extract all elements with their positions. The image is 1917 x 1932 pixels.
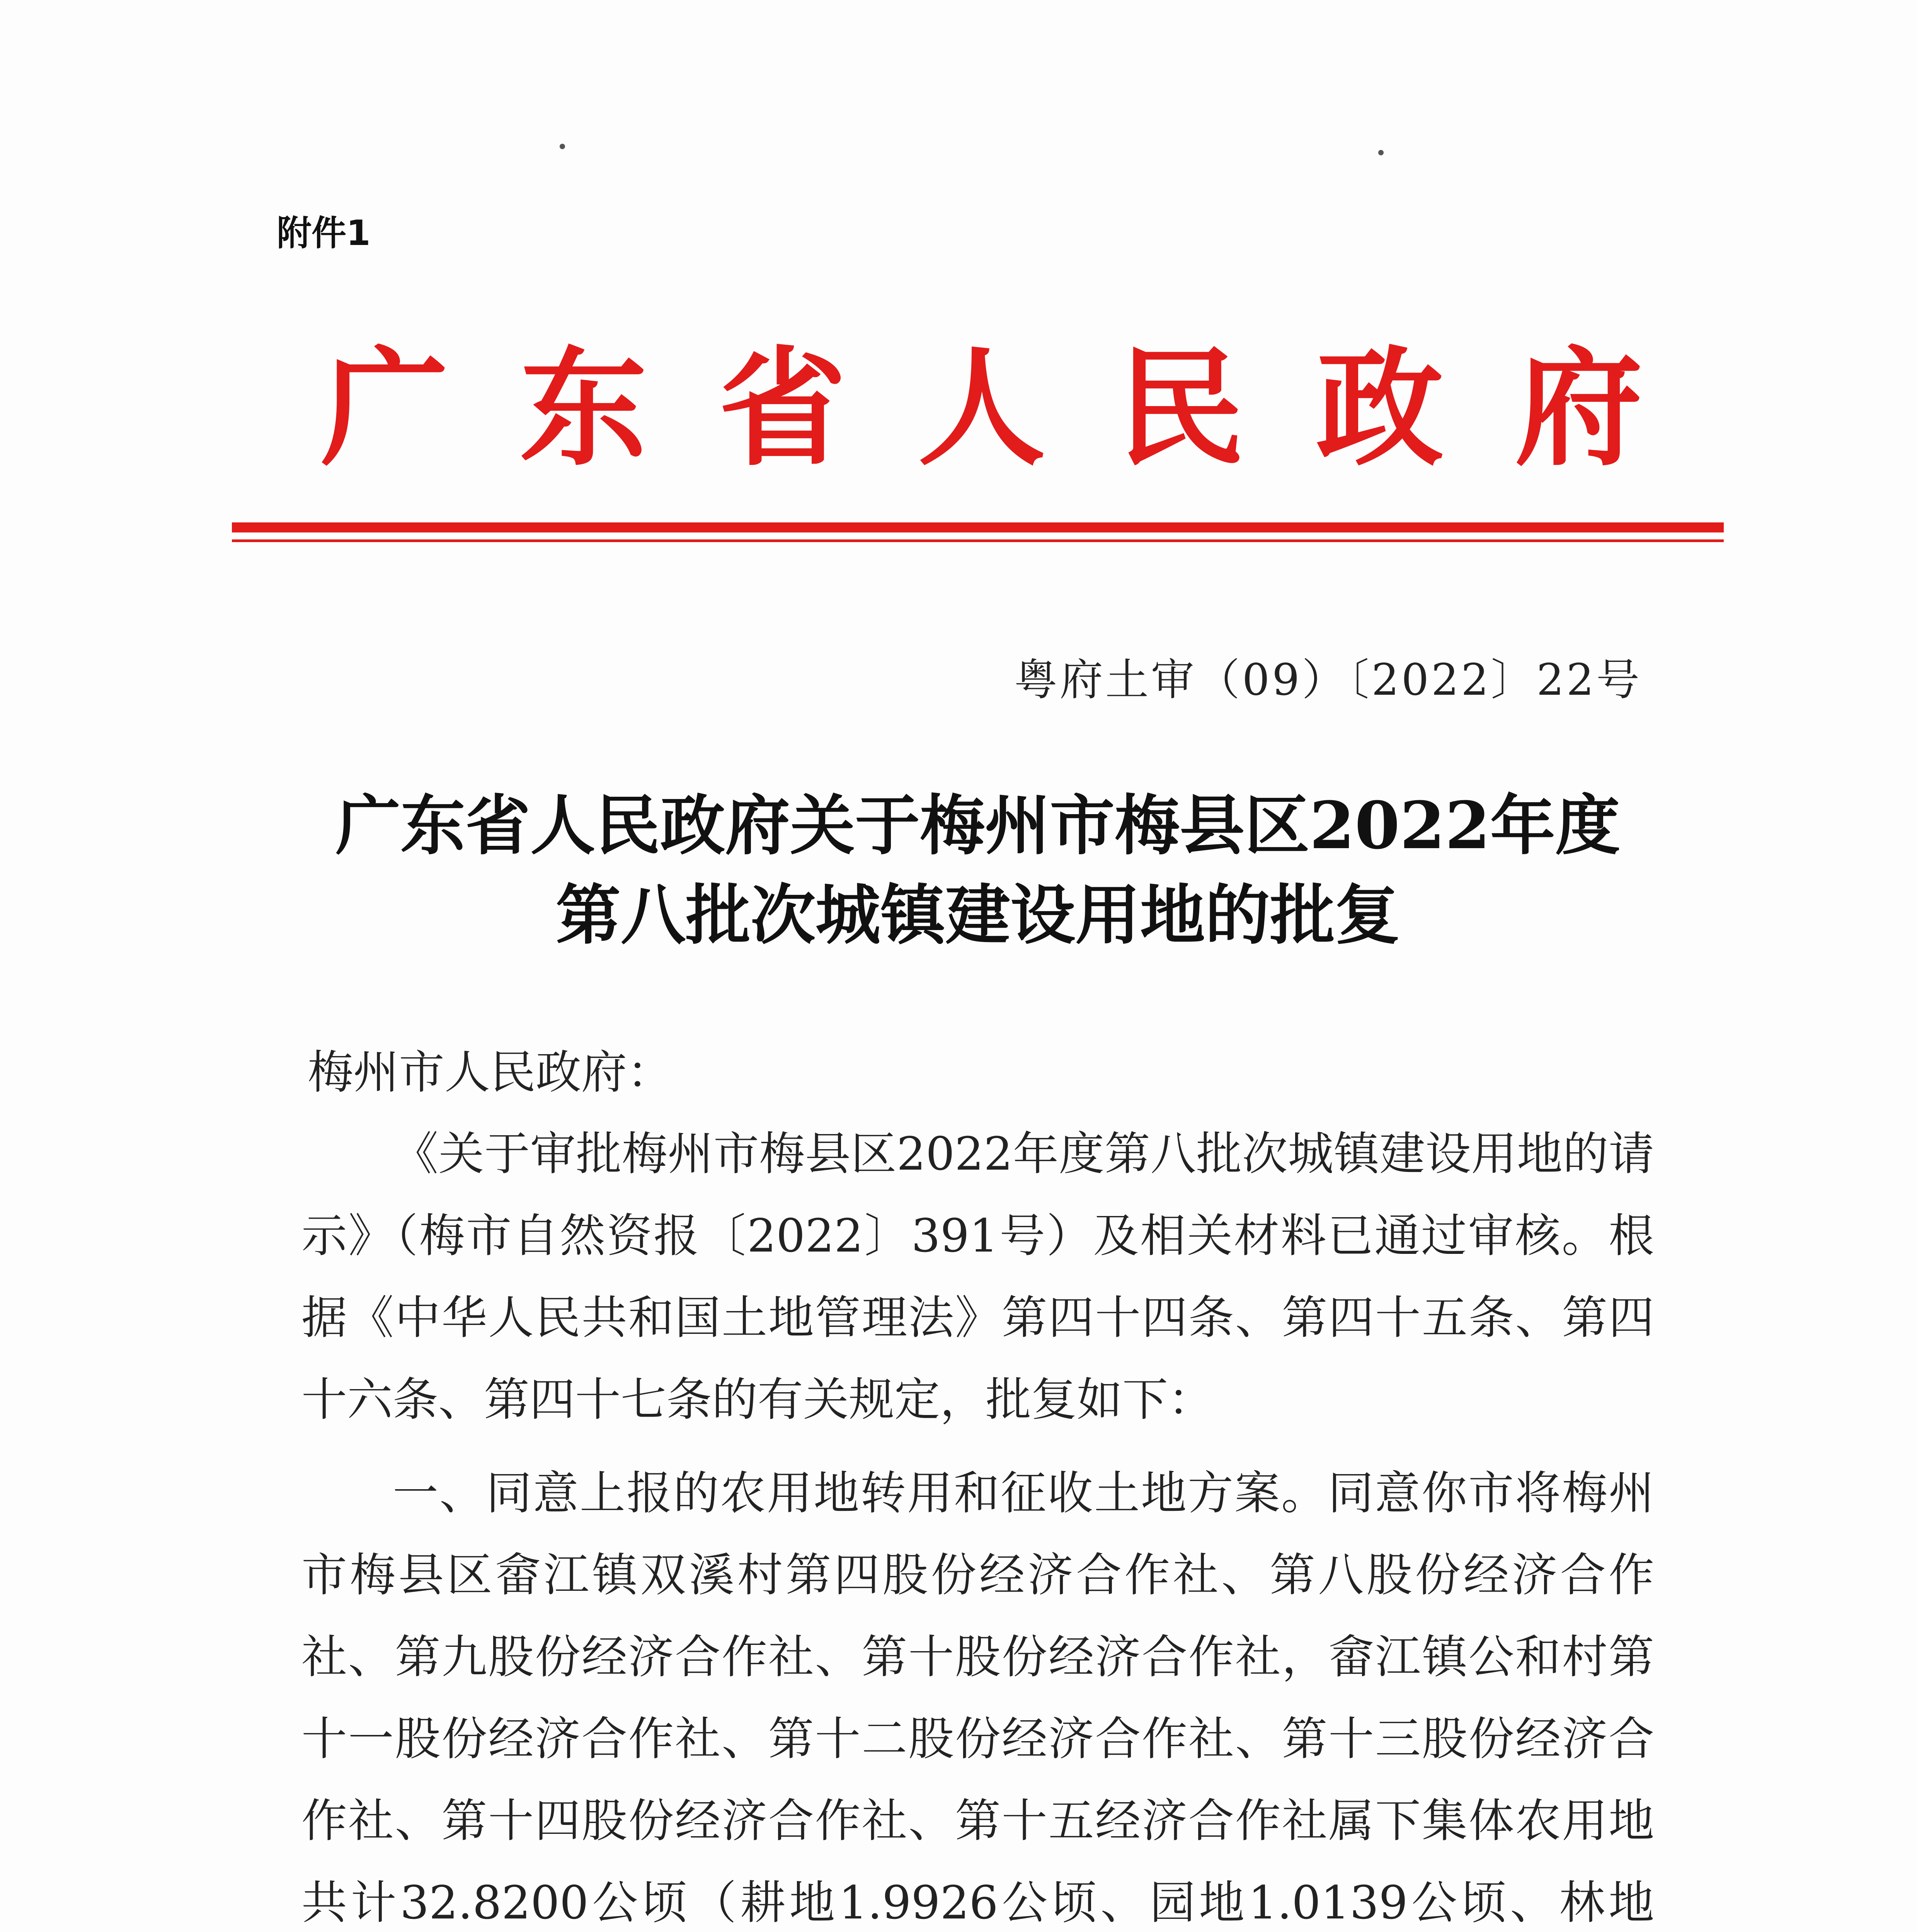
document-title-line1: 广东省人民政府关于梅州市梅县区2022年度 xyxy=(335,787,1620,864)
document-number: 粤府土审（09）〔2022〕22号 xyxy=(1014,655,1642,705)
body-paragraph: 《关于审批梅州市梅县区2022年度第八批次城镇建设用地的请示》（梅市自然资报〔2022〕391号）及相关材料已通过审核。根据《中华人民共和国土地管理法》第四十四条、第四十五条、第四十六条、第四十七条的有关规定，批复如下： xyxy=(301,1127,1654,1426)
masthead-char: 广 xyxy=(321,333,448,483)
masthead-char: 东 xyxy=(520,333,647,483)
masthead-rule-thin xyxy=(232,539,1724,542)
annex-label: 附件1 xyxy=(277,213,371,253)
masthead-char: 省 xyxy=(719,333,846,483)
masthead-char: 政 xyxy=(1316,333,1444,483)
document-title-line2: 第八批次城镇建设用地的批复 xyxy=(556,877,1400,953)
salutation: 梅州市人民政府： xyxy=(308,1046,673,1099)
document-title xyxy=(232,781,1724,960)
issuer-masthead xyxy=(321,321,1643,483)
document-body xyxy=(301,1113,1654,1932)
masthead-char: 府 xyxy=(1515,333,1643,483)
masthead-char: 民 xyxy=(1117,333,1245,483)
masthead-rule-thick xyxy=(232,522,1724,532)
scan-speck xyxy=(560,144,565,149)
masthead-char: 人 xyxy=(918,333,1045,483)
scan-speck xyxy=(1378,150,1384,155)
body-paragraph: 一、同意上报的农用地转用和征收土地方案。同意你市将梅州市梅县区畲江镇双溪村第四股份经济合作社、第八股份经济合作社、第九股份经济合作社、第十股份经济合作社，畲江镇公和村第十一股份经济合作社、第十二股份经济合作社、第十三股份经济合作社、第十四股份经济合作社、第十五经济合作社属下集体农用地共计32.8200公顷（耕地1.9926公顷、园地1.0139公顷、林地 xyxy=(301,1466,1654,1929)
